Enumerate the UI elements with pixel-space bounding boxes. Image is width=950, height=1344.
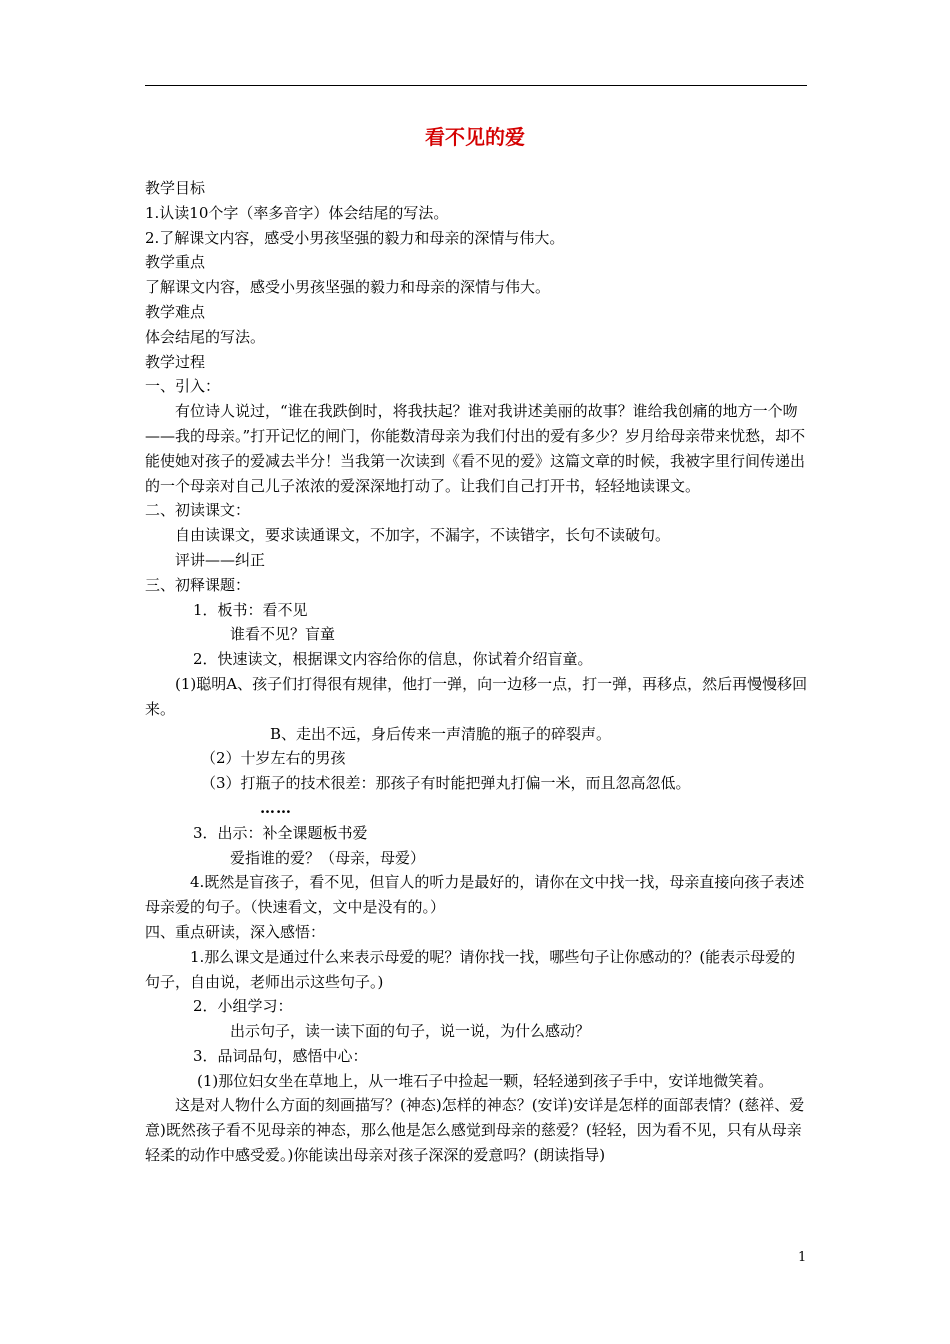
body-line: 4.既然是盲孩子，看不见，但盲人的听力是最好的，请你在文中找一找，母亲直接向孩子表述母亲爱的句子。（快速看文，文中是没有的。） xyxy=(145,873,805,917)
body-line: 评讲——纠正 xyxy=(175,550,266,569)
body-line: 有位诗人说过，“谁在我跌倒时，将我扶起？谁对我讲述美丽的故事？谁给我创痛的地方一个吻——我的母亲。”打开记忆的闸门，你能数清母亲为我们付出的爱有多少？岁月给母亲带来忧愁，却不能使她对孩子的爱减去半分！当我第一次读到《看不见的爱》这篇文章的时候，我被字里行间传递出的一个母亲对自己儿子浓浓的爱深深地打动了。让我们自己打开书，轻轻地读课文。 xyxy=(145,402,806,495)
body-line: 教学重点 xyxy=(145,253,206,272)
body-line: （3）打瓶子的技术很差：那孩子有时能把弹丸打偏一米，而且忽高忽低。 xyxy=(201,774,691,793)
body-line: 3．品词品句，感悟中心： xyxy=(193,1046,368,1065)
page-number: 1 xyxy=(798,1250,807,1265)
body-line: 四、重点研读，深入感悟： xyxy=(145,922,326,941)
body-line: 谁看不见？盲童 xyxy=(230,625,336,644)
body-line: （2）十岁左右的男孩 xyxy=(201,749,346,768)
body-line: 3．出示：补全课题板书爱 xyxy=(193,823,368,842)
document-body xyxy=(145,176,809,1168)
header-rule xyxy=(145,85,807,86)
body-line: 教学目标 xyxy=(145,179,206,197)
body-line: 这是对人物什么方面的刻画描写？(神态)怎样的神态？(安详)安详是怎样的面部表情？(慈祥、爱意)既然孩子看不见母亲的神态，那么他是怎么感觉到母亲的慈爱？(轻轻，因为看不见，只有从母亲轻柔的动作中感受爱。)你能读出母亲对孩子深深的爱意吗？(朗读指导) xyxy=(145,1096,805,1165)
body-line: (1)聪明A、孩子们打得很有规律，他打一弹，向一边移一点，打一弹，再移点，然后再慢慢移回来。 xyxy=(145,674,808,718)
body-line: …… xyxy=(260,798,292,817)
body-line: 了解课文内容，感受小男孩坚强的毅力和母亲的深情与伟大。 xyxy=(145,278,551,297)
body-line: 1.那么课文是通过什么来表示母爱的呢？请你找一找，哪些句子让你感动的？(能表示母爱的句子，自由说，老师出示这些句子。) xyxy=(145,947,796,991)
body-line: 一、引入： xyxy=(145,377,221,396)
body-line: (1)那位妇女坐在草地上，从一堆石子中捡起一颗，轻轻递到孩子手中，安详地微笑着。 xyxy=(197,1071,774,1090)
body-line: 体会结尾的写法。 xyxy=(145,327,266,346)
body-line: 教学过程 xyxy=(145,352,206,371)
body-line: 2．小组学习： xyxy=(193,997,293,1016)
body-line: 1．板书：看不见 xyxy=(193,600,308,619)
body-line: 出示句子，读一读下面的句子，说一说，为什么感动？ xyxy=(230,1022,591,1041)
body-line: 自由读课文，要求读通课文，不加字，不漏字，不读错字，长句不读破句。 xyxy=(175,526,671,545)
body-line: B、走出不远，身后传来一声清脆的瓶子的碎裂声。 xyxy=(270,724,612,743)
body-line: 2．快速读文，根据课文内容给你的信息，你试着介绍盲童。 xyxy=(193,650,593,669)
body-line: 1.认读10个字（率多音字）体会结尾的写法。 xyxy=(145,203,449,222)
body-line: 二、初读课文： xyxy=(145,501,251,520)
body-line: 2.了解课文内容，感受小男孩坚强的毅力和母亲的深情与伟大。 xyxy=(145,228,565,247)
body-line: 教学难点 xyxy=(145,302,206,321)
body-line: 三、初释课题： xyxy=(145,575,251,594)
body-line: 爱指谁的爱？（母亲，母爱） xyxy=(230,848,426,867)
document-title: 看不见的爱 xyxy=(425,125,525,149)
